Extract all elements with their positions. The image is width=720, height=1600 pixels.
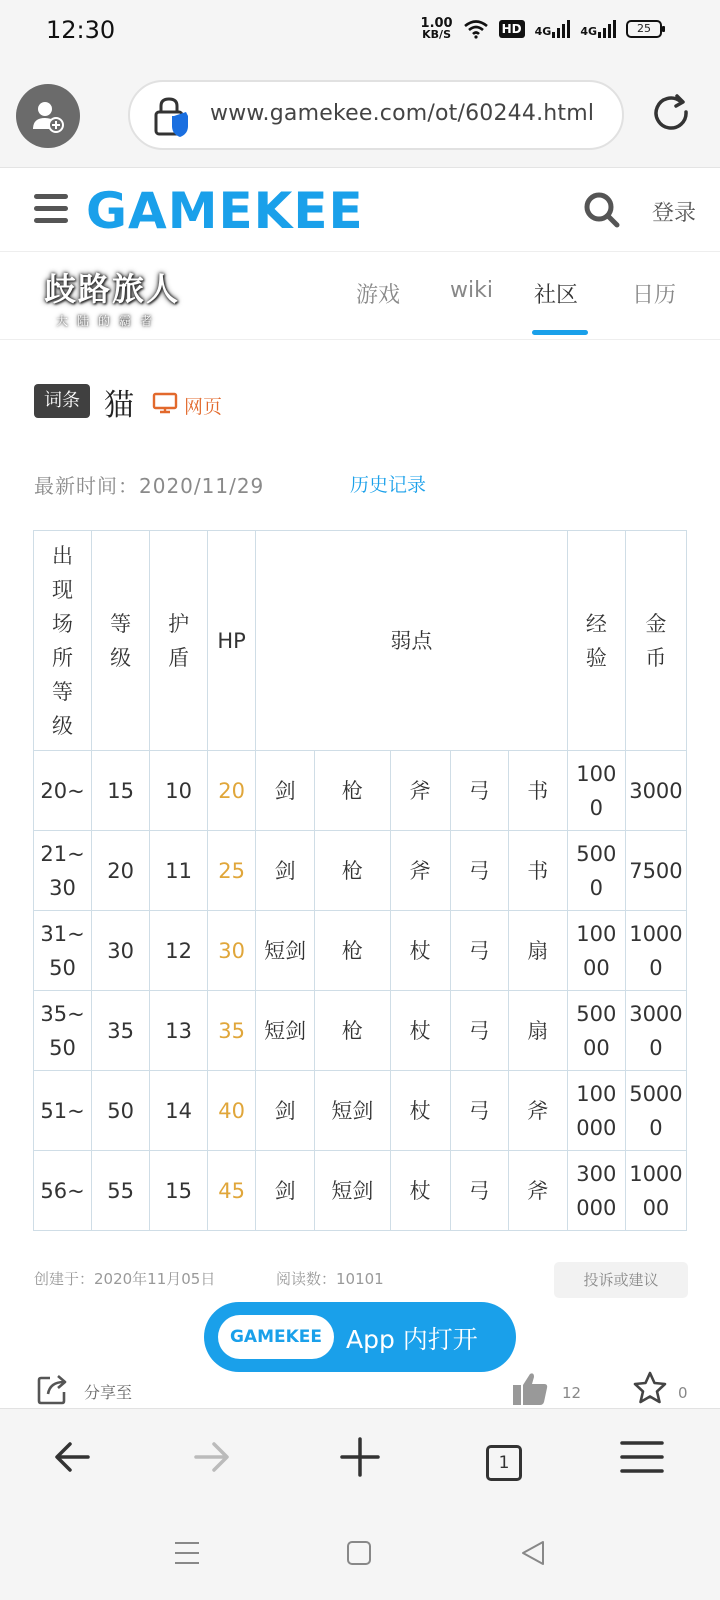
cell-weakness: 剑 — [256, 751, 315, 831]
recent-apps-icon[interactable] — [174, 1540, 200, 1566]
signal-icon: 4G — [535, 20, 571, 38]
cell-hp: 35 — [208, 991, 256, 1071]
cell-gold: 10000 — [625, 911, 686, 991]
cell-weakness: 剑 — [256, 1071, 315, 1151]
monitor-icon — [152, 392, 178, 414]
menu-icon[interactable] — [34, 194, 68, 224]
col-location: 出现场所等级 — [34, 531, 92, 751]
user-add-icon — [31, 99, 65, 133]
active-tab-indicator — [532, 330, 588, 335]
cell-exp: 100000 — [567, 1071, 625, 1151]
open-in-app-button[interactable] — [204, 1302, 516, 1372]
browser-address-bar — [0, 62, 720, 168]
history-link[interactable]: 历史记录 — [350, 474, 427, 496]
cell-weakness: 枪 — [315, 911, 390, 991]
table-header-row — [34, 531, 687, 751]
site-header — [0, 168, 720, 252]
table-row — [34, 991, 687, 1071]
cell-location: 35~50 — [34, 991, 92, 1071]
menu-lines-icon[interactable] — [618, 1433, 666, 1481]
cell-weakness: 短剑 — [256, 911, 315, 991]
cell-location: 21~30 — [34, 831, 92, 911]
search-icon[interactable] — [582, 190, 622, 230]
web-type-label: 网页 — [184, 396, 223, 418]
table-row — [34, 1151, 687, 1231]
cell-gold: 3000 — [625, 751, 686, 831]
table-row — [34, 831, 687, 911]
hd-icon: HD — [499, 20, 525, 38]
cell-weakness: 短剑 — [315, 1071, 390, 1151]
cell-exp: 5000 — [567, 831, 625, 911]
cell-gold: 30000 — [625, 991, 686, 1071]
star-icon[interactable] — [632, 1370, 668, 1406]
cell-weakness: 书 — [508, 751, 567, 831]
cell-level: 15 — [92, 751, 150, 831]
col-gold: 金币 — [625, 531, 686, 751]
cell-gold: 100000 — [625, 1151, 686, 1231]
cell-weakness: 剑 — [256, 831, 315, 911]
cell-weakness: 弓 — [450, 911, 508, 991]
col-level: 等级 — [92, 531, 150, 751]
cell-exp: 300000 — [567, 1151, 625, 1231]
cell-location: 51~ — [34, 1071, 92, 1151]
back-arrow-icon[interactable] — [48, 1433, 96, 1481]
cell-level: 50 — [92, 1071, 150, 1151]
cell-level: 35 — [92, 991, 150, 1071]
cell-weakness: 斧 — [508, 1151, 567, 1231]
tab-community[interactable]: 社区 — [534, 283, 579, 308]
cell-weakness: 杖 — [390, 1151, 450, 1231]
col-hp: HP — [208, 531, 256, 751]
cell-weakness: 斧 — [390, 831, 450, 911]
cell-weakness: 弓 — [450, 991, 508, 1071]
tab-games[interactable]: 游戏 — [356, 283, 401, 308]
game-logo[interactable]: 歧路旅人 大陆的霸者 — [44, 270, 181, 328]
created-date: 创建于：2020年11月05日 — [34, 1270, 216, 1288]
cell-weakness: 短剑 — [256, 991, 315, 1071]
battery-icon: 25 — [626, 20, 662, 38]
cell-exp: 1000 — [567, 751, 625, 831]
table-row — [34, 1071, 687, 1151]
table-row — [34, 911, 687, 991]
cell-weakness: 斧 — [390, 751, 450, 831]
cell-exp: 10000 — [567, 911, 625, 991]
col-weakness: 弱点 — [256, 531, 568, 751]
open-in-app-label: App 内打开 — [346, 1325, 478, 1354]
cell-level: 20 — [92, 831, 150, 911]
cell-level: 30 — [92, 911, 150, 991]
share-icon[interactable] — [36, 1372, 70, 1406]
report-button[interactable]: 投诉或建议 — [554, 1262, 688, 1298]
cell-weakness: 杖 — [390, 911, 450, 991]
cell-weakness: 斧 — [508, 1071, 567, 1151]
cell-hp: 20 — [208, 751, 256, 831]
cell-hp: 30 — [208, 911, 256, 991]
wifi-icon — [463, 19, 489, 39]
cell-weakness: 扇 — [508, 991, 567, 1071]
cell-location: 56~ — [34, 1151, 92, 1231]
cell-weakness: 弓 — [450, 751, 508, 831]
login-link[interactable]: 登录 — [652, 201, 697, 226]
col-shield: 护盾 — [150, 531, 208, 751]
cell-weakness: 短剑 — [315, 1151, 390, 1231]
net-speed: 1.00 KB/S — [420, 16, 453, 41]
tab-wiki[interactable]: wiki — [450, 278, 493, 303]
cell-gold: 50000 — [625, 1071, 686, 1151]
cell-weakness: 剑 — [256, 1151, 315, 1231]
system-nav-bar — [0, 1508, 720, 1600]
entry-badge: 词条 — [34, 384, 90, 418]
thumbs-up-icon[interactable] — [510, 1370, 550, 1408]
updated-time: 最新时间：2020/11/29 — [34, 474, 265, 498]
cell-weakness: 枪 — [315, 831, 390, 911]
status-bar — [0, 0, 720, 62]
app-logo: GAMEKEE — [218, 1315, 334, 1359]
url-field[interactable] — [128, 80, 624, 150]
profile-add-button[interactable] — [16, 84, 80, 148]
forward-arrow-icon[interactable] — [188, 1433, 236, 1481]
table-row — [34, 751, 687, 831]
tab-calendar[interactable]: 日历 — [632, 283, 677, 308]
star-count: 0 — [678, 1384, 688, 1402]
home-icon[interactable] — [346, 1540, 372, 1566]
cell-level: 55 — [92, 1151, 150, 1231]
cell-weakness: 扇 — [508, 911, 567, 991]
status-time: 12:30 — [46, 16, 116, 44]
status-icons — [421, 18, 662, 40]
cell-location: 31~50 — [34, 911, 92, 991]
cell-weakness: 弓 — [450, 1151, 508, 1231]
signal-icon-2: 4G — [580, 20, 616, 38]
site-logo[interactable]: GAMEKEE — [86, 182, 364, 240]
cell-shield: 10 — [150, 751, 208, 831]
share-label[interactable]: 分享至 — [84, 1383, 133, 1402]
cell-weakness: 杖 — [390, 991, 450, 1071]
like-count: 12 — [562, 1384, 582, 1402]
col-exp: 经验 — [567, 531, 625, 751]
game-nav — [0, 252, 720, 340]
cell-weakness: 杖 — [390, 1071, 450, 1151]
secure-lock-icon — [152, 96, 192, 138]
monster-stats-table — [33, 530, 687, 1231]
cell-shield: 13 — [150, 991, 208, 1071]
cell-gold: 7500 — [625, 831, 686, 911]
cell-weakness: 枪 — [315, 751, 390, 831]
cell-location: 20~ — [34, 751, 92, 831]
new-tab-plus-icon[interactable] — [336, 1433, 384, 1481]
cell-shield: 15 — [150, 1151, 208, 1231]
url-text: www.gamekee.com/ot/60244.html — [210, 101, 595, 126]
cell-exp: 50000 — [567, 991, 625, 1071]
read-count: 阅读数：10101 — [276, 1270, 384, 1288]
cell-shield: 12 — [150, 911, 208, 991]
cell-weakness: 书 — [508, 831, 567, 911]
back-triangle-icon[interactable] — [520, 1539, 546, 1567]
cell-shield: 14 — [150, 1071, 208, 1151]
reload-icon[interactable] — [650, 92, 694, 136]
cell-weakness: 弓 — [450, 831, 508, 911]
cell-hp: 40 — [208, 1071, 256, 1151]
page-title: 猫 — [104, 388, 134, 423]
cell-hp: 45 — [208, 1151, 256, 1231]
browser-toolbar — [0, 1408, 720, 1508]
tab-count-button[interactable]: 1 — [486, 1445, 522, 1481]
cell-weakness: 枪 — [315, 991, 390, 1071]
cell-weakness: 弓 — [450, 1071, 508, 1151]
cell-shield: 11 — [150, 831, 208, 911]
cell-hp: 25 — [208, 831, 256, 911]
